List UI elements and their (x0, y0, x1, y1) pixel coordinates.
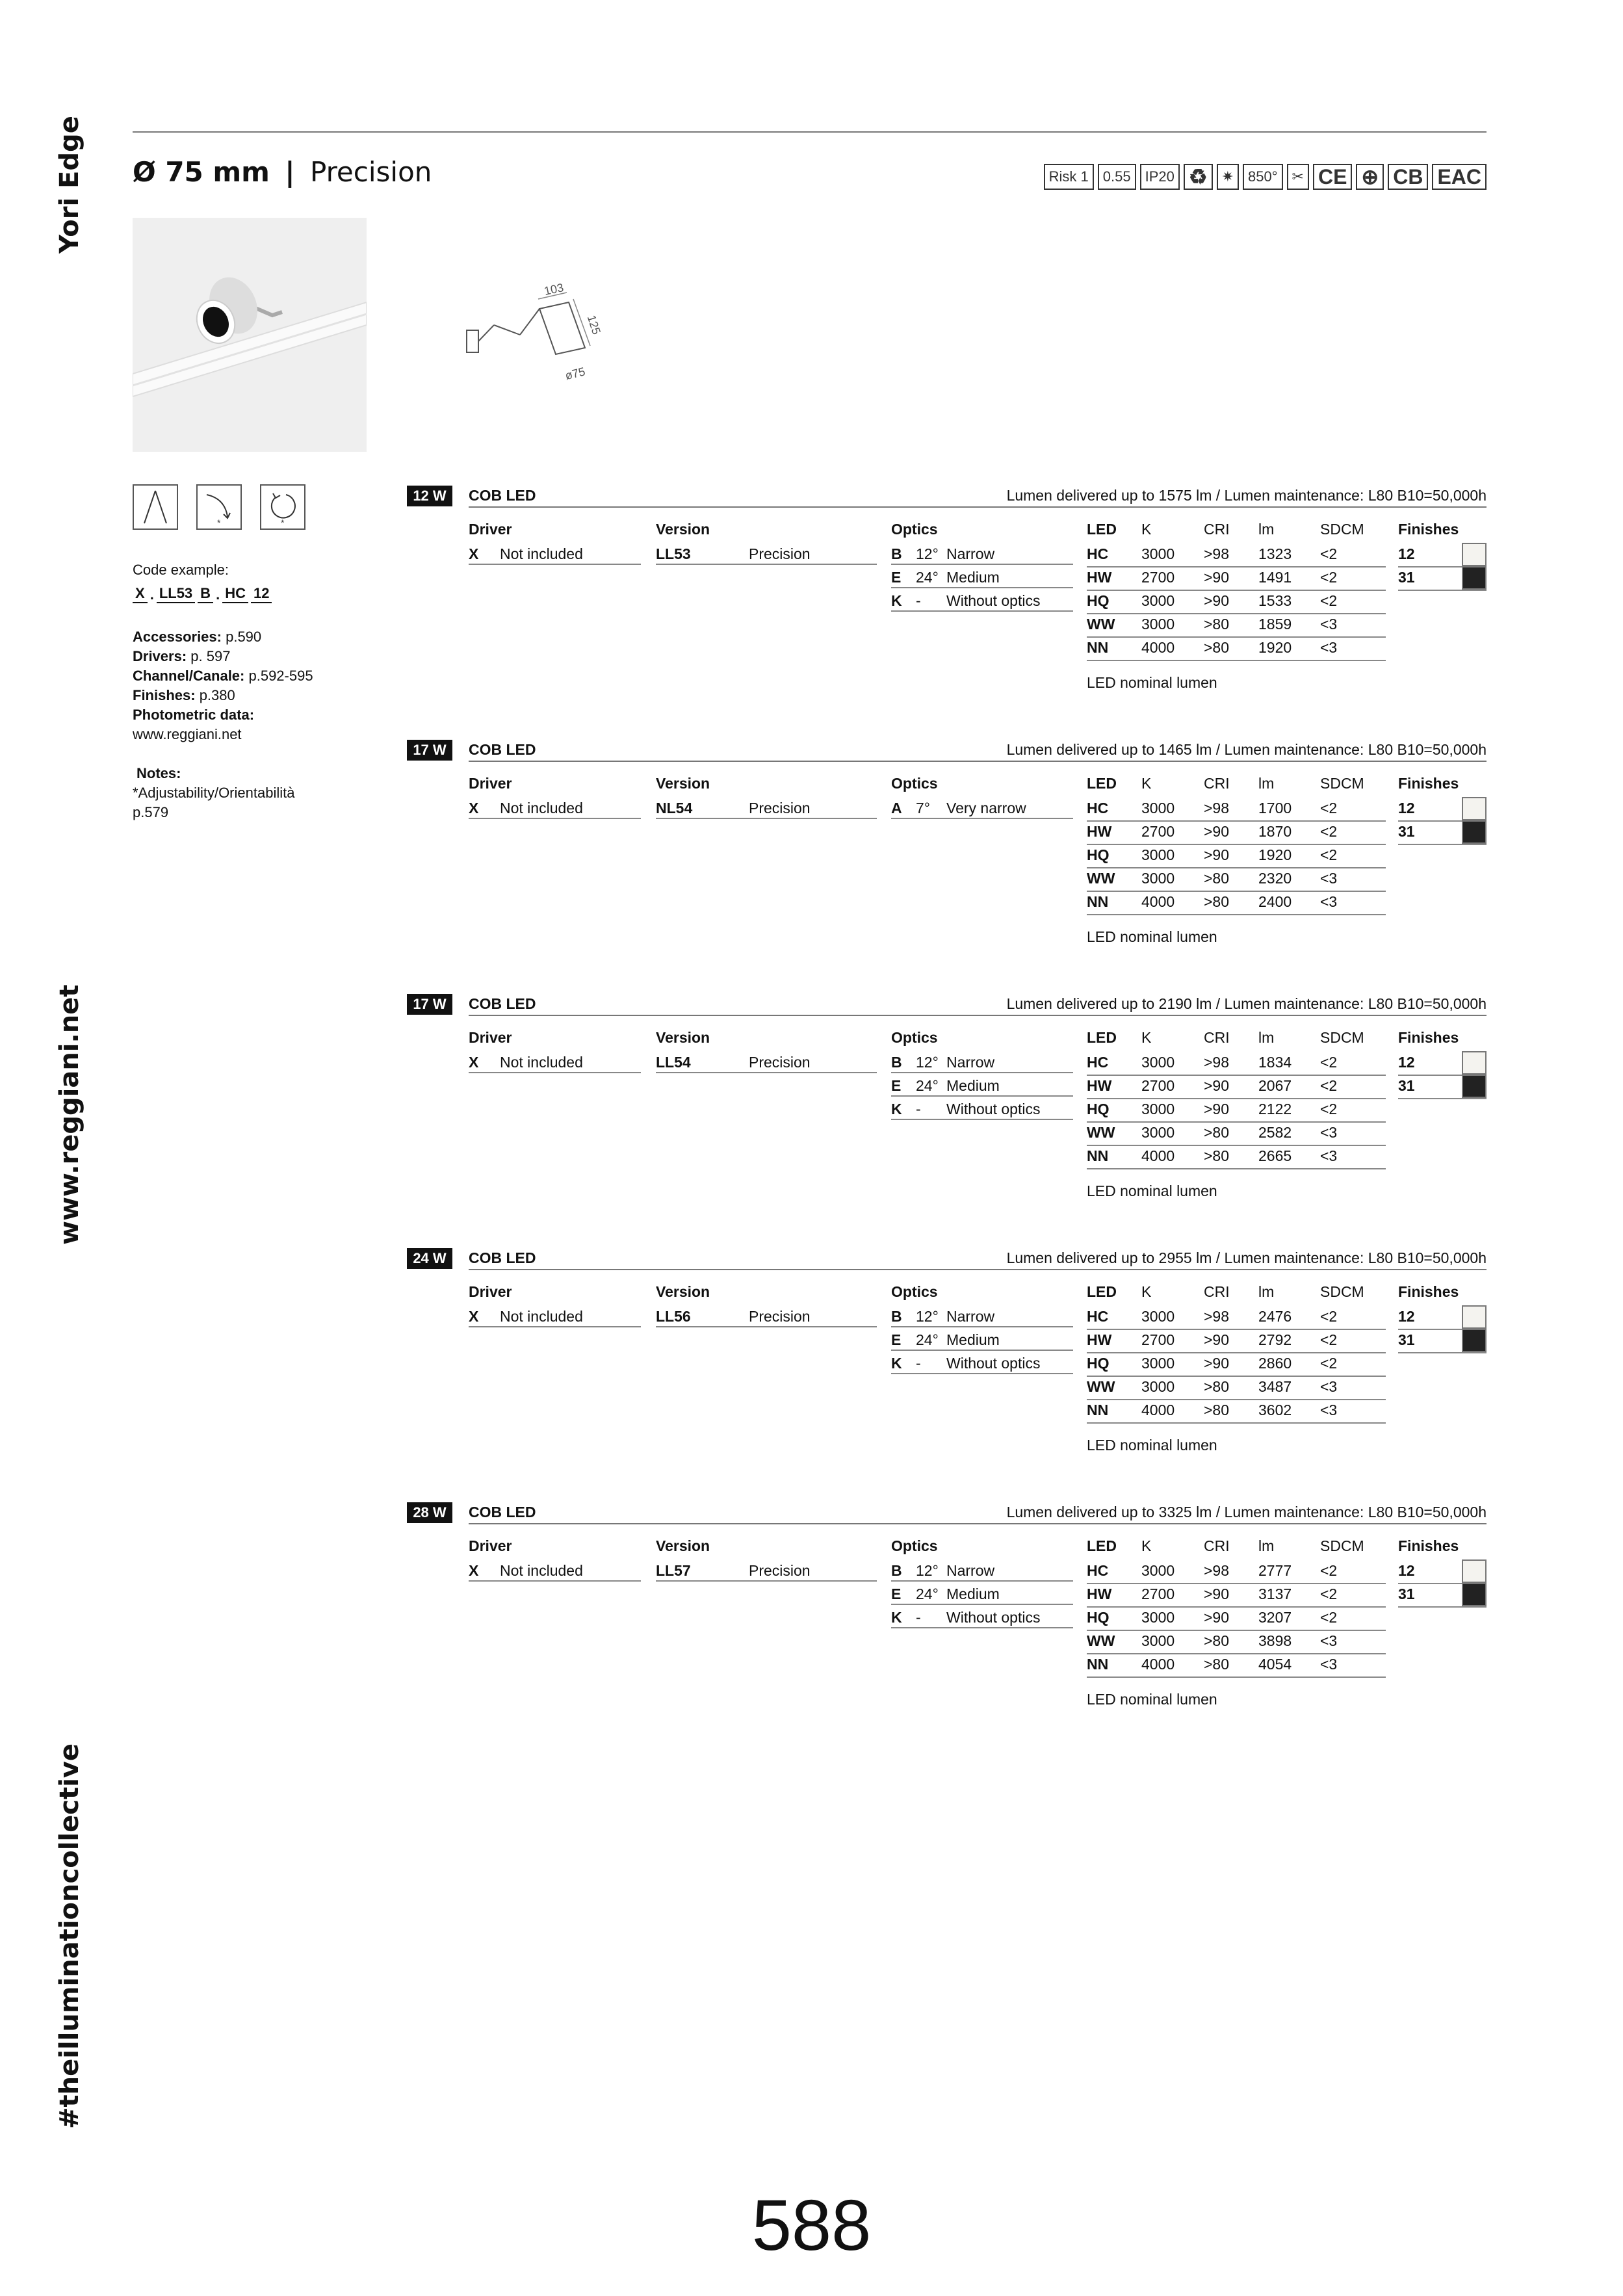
col-driver: Driver (469, 521, 512, 538)
version-cell: LL57 Precision (656, 1559, 877, 1582)
optics-row: K - Without optics (891, 1098, 1073, 1120)
risk-group-mark: Risk 1 (1044, 164, 1094, 190)
col-version: Version (656, 1537, 710, 1554)
finish-swatch (1462, 1583, 1487, 1606)
page-number: 588 (751, 2185, 872, 2265)
optics-row: K - Without optics (891, 1606, 1073, 1628)
product-photo (133, 218, 367, 452)
led-row: HQ 3000 >90 1920 <2 (1087, 844, 1386, 868)
technical-drawing (461, 273, 624, 403)
references (133, 627, 313, 744)
led-row: WW 3000 >80 2582 <3 (1087, 1121, 1386, 1146)
finish-swatch (1462, 1051, 1487, 1075)
col-driver: Driver (469, 1537, 512, 1554)
title-name: Precision (310, 156, 432, 188)
website-link[interactable]: www.reggiani.net (133, 726, 242, 742)
code-led: HC (222, 585, 248, 603)
ccc-mark: ⊕ (1356, 164, 1384, 190)
cb-mark: CB (1388, 164, 1428, 190)
lumen-info: Lumen delivered up to 2190 lm / Lumen maintenance: L80 B10=50,000h (1006, 995, 1487, 1012)
glow-wire-mark: 850° (1243, 164, 1283, 190)
dimension-height: 125 (584, 313, 603, 337)
led-row: WW 3000 >80 2320 <3 (1087, 867, 1386, 892)
col-sdcm: SDCM (1320, 1029, 1364, 1046)
version-cell: LL56 Precision (656, 1305, 877, 1327)
optics-row: E 24° Medium (891, 1329, 1073, 1351)
col-driver: Driver (469, 1283, 512, 1300)
side-label-product: Yori Edge (55, 116, 84, 254)
col-led: LED (1087, 1537, 1117, 1554)
certification-marks (1044, 164, 1487, 192)
col-driver: Driver (469, 775, 512, 792)
version-cell: LL54 Precision (656, 1051, 877, 1073)
col-k: K (1141, 1029, 1152, 1046)
product-block (407, 486, 1487, 720)
led-row: NN 4000 >80 4054 <3 (1087, 1653, 1386, 1678)
led-row: WW 3000 >80 1859 <3 (1087, 613, 1386, 638)
version-cell: NL54 Precision (656, 797, 877, 819)
wattage-badge: 12 W (407, 486, 452, 506)
source-type: COB LED (469, 487, 536, 504)
col-cri: CRI (1204, 1537, 1230, 1554)
optics-row: E 24° Medium (891, 1075, 1073, 1097)
led-row: WW 3000 >80 3898 <3 (1087, 1630, 1386, 1654)
optics-row: K - Without optics (891, 590, 1073, 612)
col-finishes: Finishes (1398, 775, 1459, 792)
col-sdcm: SDCM (1320, 1537, 1364, 1554)
driver-cell: X Not included (469, 543, 641, 565)
notes-line-2[interactable]: p.579 (133, 804, 169, 820)
led-row: HW 2700 >90 1491 <2 (1087, 566, 1386, 591)
finish-row: 12 (1398, 1559, 1487, 1584)
driver-cell: X Not included (469, 1305, 641, 1327)
lumen-info: Lumen delivered up to 2955 lm / Lumen maintenance: L80 B10=50,000h (1006, 1249, 1487, 1266)
col-optics: Optics (891, 1283, 938, 1300)
rotation-asterisk: * (281, 517, 285, 528)
finish-row: 31 (1398, 1075, 1487, 1099)
source-type: COB LED (469, 1249, 536, 1266)
side-label-hashtag: #theilluminationcollective (55, 1743, 84, 2129)
notes (133, 764, 294, 822)
finish-row: 31 (1398, 1329, 1487, 1353)
led-row: HC 3000 >98 1323 <2 (1087, 543, 1386, 567)
code-version: LL53 (157, 585, 195, 603)
finish-swatch (1462, 566, 1487, 590)
led-row: HQ 3000 >90 2122 <2 (1087, 1098, 1386, 1123)
block-header (469, 486, 1487, 508)
col-driver: Driver (469, 1029, 512, 1046)
finish-row: 12 (1398, 543, 1487, 567)
finish-row: 12 (1398, 1051, 1487, 1076)
lumen-info: Lumen delivered up to 1575 lm / Lumen maintenance: L80 B10=50,000h (1006, 487, 1487, 504)
led-row: HQ 3000 >90 3207 <2 (1087, 1606, 1386, 1631)
led-nominal-note: LED nominal lumen (1087, 1691, 1217, 1708)
led-nominal-note: LED nominal lumen (1087, 1182, 1217, 1199)
led-row: WW 3000 >80 3487 <3 (1087, 1376, 1386, 1400)
led-row: HQ 3000 >90 2860 <2 (1087, 1352, 1386, 1377)
col-version: Version (656, 1283, 710, 1300)
led-row: NN 4000 >80 1920 <3 (1087, 636, 1386, 661)
ref-accessories[interactable]: Accessories: p.590 (133, 629, 262, 645)
header-rule (133, 131, 1487, 133)
col-lm: lm (1258, 1537, 1275, 1554)
eac-mark: EAC (1432, 164, 1487, 190)
ce-mark: CE (1313, 164, 1352, 190)
beam-angle-icon (133, 484, 178, 530)
source-type: COB LED (469, 741, 536, 758)
finish-swatch (1462, 1075, 1487, 1098)
col-sdcm: SDCM (1320, 775, 1364, 792)
col-cri: CRI (1204, 775, 1230, 792)
col-optics: Optics (891, 1537, 938, 1554)
optics-row: B 12° Narrow (891, 543, 1073, 565)
col-sdcm: SDCM (1320, 1283, 1364, 1300)
col-lm: lm (1258, 521, 1275, 538)
block-header (469, 1248, 1487, 1270)
dimension-diameter: ø75 (564, 365, 587, 383)
ref-finishes[interactable]: Finishes: p.380 (133, 687, 235, 703)
notes-line-1: *Adjustability/Orientabilità (133, 785, 295, 801)
col-led: LED (1087, 775, 1117, 792)
led-row: HW 2700 >90 2067 <2 (1087, 1075, 1386, 1099)
finish-swatch (1462, 797, 1487, 820)
product-block (407, 1502, 1487, 1736)
col-version: Version (656, 1029, 710, 1046)
col-k: K (1141, 1283, 1152, 1300)
recycle-icon: ♻ (1184, 164, 1213, 190)
led-nominal-note: LED nominal lumen (1087, 674, 1217, 691)
col-finishes: Finishes (1398, 521, 1459, 538)
ref-drivers[interactable]: Drivers: p. 597 (133, 648, 231, 664)
col-cri: CRI (1204, 1283, 1230, 1300)
tilt-asterisk: * (217, 517, 221, 528)
col-finishes: Finishes (1398, 1029, 1459, 1046)
optics-row: B 12° Narrow (891, 1559, 1073, 1582)
wattage-badge: 17 W (407, 994, 452, 1015)
block-header (469, 740, 1487, 762)
page-title (133, 156, 432, 188)
finish-swatch (1462, 1559, 1487, 1583)
product-block (407, 994, 1487, 1228)
optics-row: B 12° Narrow (891, 1305, 1073, 1327)
led-row: NN 4000 >80 3602 <3 (1087, 1399, 1386, 1424)
col-optics: Optics (891, 1029, 938, 1046)
lumen-info: Lumen delivered up to 1465 lm / Lumen maintenance: L80 B10=50,000h (1006, 741, 1487, 758)
code-driver: X (133, 585, 148, 603)
finish-row: 31 (1398, 1583, 1487, 1608)
driver-cell: X Not included (469, 797, 641, 819)
led-row: HW 2700 >90 1870 <2 (1087, 820, 1386, 845)
col-lm: lm (1258, 775, 1275, 792)
col-optics: Optics (891, 775, 938, 792)
col-lm: lm (1258, 1283, 1275, 1300)
led-row: NN 4000 >80 2665 <3 (1087, 1145, 1386, 1169)
driver-icon: ✷ (1217, 164, 1239, 190)
col-finishes: Finishes (1398, 1537, 1459, 1554)
side-label-website[interactable]: www.reggiani.net (55, 984, 84, 1245)
wattage-badge: 28 W (407, 1502, 452, 1523)
code-dot: . (149, 586, 154, 603)
col-led: LED (1087, 1029, 1117, 1046)
finish-row: 31 (1398, 566, 1487, 591)
code-example-label: Code example: (133, 562, 229, 578)
notes-label: Notes: (136, 765, 181, 781)
led-row: HC 3000 >98 1700 <2 (1087, 797, 1386, 822)
col-finishes: Finishes (1398, 1283, 1459, 1300)
driver-cell: X Not included (469, 1559, 641, 1582)
code-example (133, 585, 272, 603)
rotation-icon (260, 484, 305, 530)
wattage-badge: 24 W (407, 1248, 452, 1269)
finish-swatch (1462, 1329, 1487, 1352)
source-type: COB LED (469, 995, 536, 1012)
block-header (469, 1502, 1487, 1524)
adjustability-icons (133, 484, 305, 530)
led-row: HC 3000 >98 2476 <2 (1087, 1305, 1386, 1330)
title-size: Ø 75 mm (133, 156, 270, 188)
col-cri: CRI (1204, 521, 1230, 538)
col-k: K (1141, 1537, 1152, 1554)
led-row: HC 3000 >98 1834 <2 (1087, 1051, 1386, 1076)
led-nominal-note: LED nominal lumen (1087, 1437, 1217, 1454)
no-cover-icon: ✂ (1287, 164, 1309, 190)
product-block (407, 1248, 1487, 1482)
col-sdcm: SDCM (1320, 521, 1364, 538)
col-version: Version (656, 521, 710, 538)
col-lm: lm (1258, 1029, 1275, 1046)
optics-row: B 12° Narrow (891, 1051, 1073, 1073)
col-led: LED (1087, 521, 1117, 538)
finish-swatch (1462, 543, 1487, 566)
product-block (407, 740, 1487, 974)
wattage-badge: 17 W (407, 740, 452, 761)
led-row: HW 2700 >90 2792 <2 (1087, 1329, 1386, 1353)
ip-rating-mark: IP20 (1140, 164, 1180, 190)
col-version: Version (656, 775, 710, 792)
col-cri: CRI (1204, 1029, 1230, 1046)
optics-row: E 24° Medium (891, 1583, 1073, 1605)
led-nominal-note: LED nominal lumen (1087, 928, 1217, 945)
source-type: COB LED (469, 1504, 536, 1520)
led-row: HW 2700 >90 3137 <2 (1087, 1583, 1386, 1608)
led-row: HC 3000 >98 2777 <2 (1087, 1559, 1386, 1584)
dimension-width: 103 (543, 281, 565, 298)
finish-row: 31 (1398, 820, 1487, 845)
optics-row: E 24° Medium (891, 566, 1073, 588)
finish-row: 12 (1398, 1305, 1487, 1330)
optics-row: A 7° Very narrow (891, 797, 1073, 819)
tilt-icon (196, 484, 242, 530)
led-row: HQ 3000 >90 1533 <2 (1087, 590, 1386, 614)
col-led: LED (1087, 1283, 1117, 1300)
driver-cell: X Not included (469, 1051, 641, 1073)
optics-row: K - Without optics (891, 1352, 1073, 1374)
finish-swatch (1462, 1305, 1487, 1329)
col-optics: Optics (891, 521, 938, 538)
block-header (469, 994, 1487, 1016)
finish-row: 12 (1398, 797, 1487, 822)
col-k: K (1141, 521, 1152, 538)
col-k: K (1141, 775, 1152, 792)
code-optics: B (198, 585, 213, 603)
title-separator: | (285, 156, 295, 188)
ref-photometric: Photometric data: (133, 707, 255, 723)
code-finish: 12 (251, 585, 272, 603)
lumen-info: Lumen delivered up to 3325 lm / Lumen maintenance: L80 B10=50,000h (1006, 1504, 1487, 1520)
code-dot: . (216, 586, 220, 603)
ref-channel[interactable]: Channel/Canale: p.592-595 (133, 668, 313, 684)
led-row: NN 4000 >80 2400 <3 (1087, 891, 1386, 915)
power-factor-mark: 0.55 (1098, 164, 1136, 190)
finish-swatch (1462, 820, 1487, 844)
version-cell: LL53 Precision (656, 543, 877, 565)
